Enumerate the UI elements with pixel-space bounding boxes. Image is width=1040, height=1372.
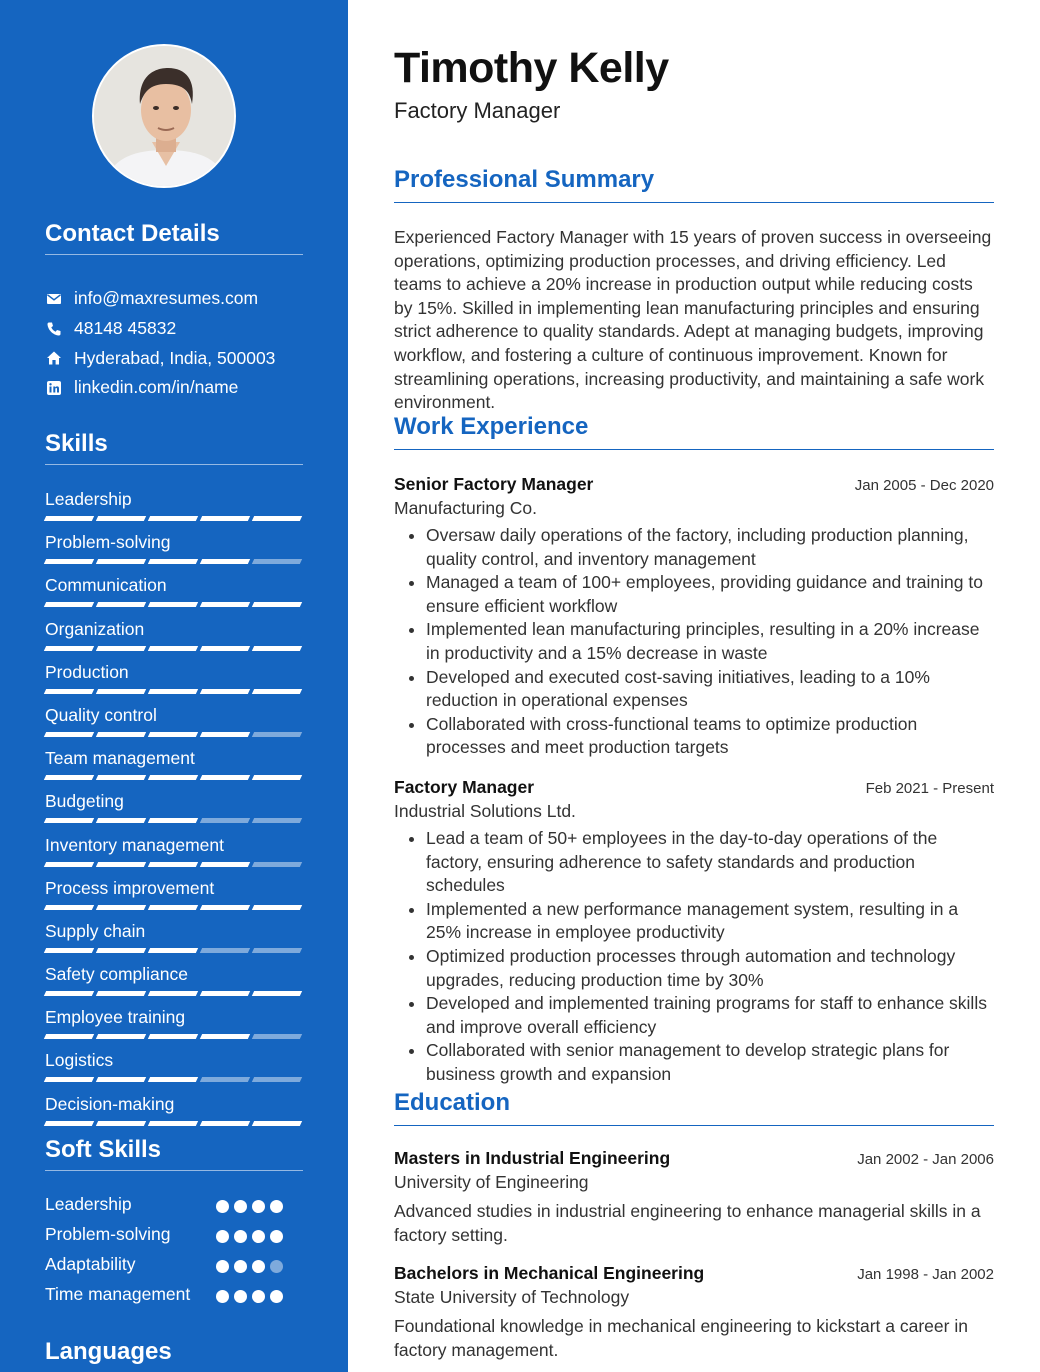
skill-rating-segment: [44, 775, 94, 780]
job-title: Senior Factory Manager: [394, 474, 594, 494]
skill-rating-segment: [148, 1077, 198, 1082]
skill-name: Quality control: [45, 704, 157, 725]
contact-list: [45, 284, 315, 403]
skill-rating-bar: [45, 1077, 303, 1082]
job-bullet: • Collaborated with senior management to develop strategic plans for business growth and expansion: [426, 1039, 994, 1086]
skill-rating-bar: [45, 1121, 303, 1126]
skill-rating-bar: [45, 689, 303, 694]
skill-rating-segment: [44, 818, 94, 823]
soft-skill-name: Problem-solving: [45, 1224, 171, 1244]
skill-rating-bar: [45, 559, 303, 564]
contact-linkedin-text: linkedin.com/in/name: [74, 377, 239, 398]
skill-rating-segment: [200, 1034, 250, 1039]
skill-rating-segment: [148, 991, 198, 996]
person-role: Factory Manager: [394, 98, 561, 123]
skill-name: Process improvement: [45, 877, 215, 898]
skill-name: Inventory management: [45, 834, 224, 855]
skill-item: [45, 834, 303, 877]
skill-rating-segment: [96, 948, 146, 953]
rating-dot: [216, 1230, 229, 1243]
soft-skill-name: Adaptability: [45, 1254, 136, 1274]
education-school: University of Engineering: [394, 1172, 589, 1192]
skill-name: Budgeting: [45, 791, 124, 812]
soft-skills-list: [45, 1192, 303, 1312]
skill-rating-segment: [252, 818, 302, 823]
skill-item: [45, 1006, 303, 1049]
contact-address-text: Hyderabad, India, 500003: [74, 347, 276, 368]
skill-rating-segment: [148, 689, 198, 694]
skill-rating-segment: [252, 732, 302, 737]
rating-dot: [252, 1260, 265, 1273]
soft-skill-rating: [216, 1282, 283, 1303]
contact-phone-text: 48148 45832: [74, 318, 177, 339]
skill-rating-segment: [200, 905, 250, 910]
skill-rating-segment: [148, 818, 198, 823]
job-bullet: • Implemented lean manufacturing principles, resulting in a 20% increase in productivity and a 15% decrease in waste: [426, 618, 994, 665]
skill-item: [45, 963, 303, 1006]
skill-rating-segment: [96, 732, 146, 737]
education-dates: Jan 1998 - Jan 2002: [857, 1266, 994, 1283]
skill-rating-segment: [148, 905, 198, 910]
education-entry: [394, 1146, 994, 1247]
skill-rating-bar: [45, 516, 303, 521]
skill-rating-segment: [96, 559, 146, 564]
job-bullet: • Oversaw daily operations of the factory, including production planning, quality control, and inventory management: [426, 524, 994, 571]
job-bullets: [394, 524, 994, 760]
skill-rating-bar: [45, 905, 303, 910]
skill-name: Safety compliance: [45, 964, 188, 985]
skill-rating-segment: [44, 1121, 94, 1126]
soft-skill-item: [45, 1252, 303, 1282]
skill-rating-segment: [200, 862, 250, 867]
skill-rating-segment: [252, 1121, 302, 1126]
contact-email-text: info@maxresumes.com: [74, 288, 259, 309]
skill-rating-bar: [45, 775, 303, 780]
job-bullet: • Optimized production processes through automation and technology upgrades, reducing production time by 30%: [426, 945, 994, 992]
skill-rating-segment: [200, 646, 250, 651]
skill-rating-segment: [96, 646, 146, 651]
rating-dot: [270, 1230, 283, 1243]
skill-name: Organization: [45, 618, 145, 639]
skill-rating-segment: [96, 818, 146, 823]
skill-rating-bar: [45, 818, 303, 823]
skill-name: Team management: [45, 748, 195, 769]
rating-dot: [234, 1290, 247, 1303]
skill-rating-bar: [45, 991, 303, 996]
skill-item: [45, 877, 303, 920]
skill-rating-segment: [252, 775, 302, 780]
skill-item: [45, 574, 303, 617]
skill-rating-bar: [45, 732, 303, 737]
skill-rating-segment: [44, 1034, 94, 1039]
job-title: Factory Manager: [394, 777, 535, 797]
skill-rating-segment: [148, 1121, 198, 1126]
skill-rating-segment: [96, 862, 146, 867]
job-bullet: • Managed a team of 100+ employees, providing guidance and training to ensure efficient workflow: [426, 571, 994, 618]
rating-dot: [270, 1290, 283, 1303]
soft-skill-item: [45, 1192, 303, 1222]
rating-dot: [252, 1230, 265, 1243]
job-dates: Jan 2005 - Dec 2020: [854, 477, 994, 494]
skill-rating-segment: [44, 862, 94, 867]
job-company: Industrial Solutions Ltd.: [394, 801, 576, 821]
skill-rating-segment: [200, 991, 250, 996]
skill-rating-bar: [45, 862, 303, 867]
education-dates: Jan 2002 - Jan 2006: [857, 1151, 994, 1168]
skill-rating-segment: [96, 1034, 146, 1039]
contact-phone[interactable]: [45, 314, 315, 344]
skill-rating-segment: [200, 775, 250, 780]
skill-rating-segment: [96, 1121, 146, 1126]
skill-name: Problem-solving: [45, 532, 171, 553]
soft-skill-item: [45, 1222, 303, 1252]
skill-rating-segment: [200, 948, 250, 953]
linkedin-icon: [45, 379, 63, 397]
job-bullet: • Lead a team of 50+ employees in the day-to-day operations of the factory, ensuring adherence to safety standards and production schedules: [426, 827, 994, 898]
education-description: Advanced studies in industrial engineering to enhance managerial skills in a factory setting.: [394, 1201, 981, 1245]
rating-dot: [252, 1200, 265, 1213]
skill-rating-segment: [148, 862, 198, 867]
skill-rating-segment: [96, 602, 146, 607]
skill-rating-segment: [148, 646, 198, 651]
skill-rating-bar: [45, 948, 303, 953]
skills-list: [45, 488, 303, 1136]
skill-item: [45, 920, 303, 963]
rating-dot: [216, 1200, 229, 1213]
skill-rating-segment: [44, 948, 94, 953]
skill-rating-segment: [148, 516, 198, 521]
skill-rating-segment: [200, 559, 250, 564]
rating-dot: [216, 1260, 229, 1273]
skill-item: [45, 661, 303, 704]
soft-skill-rating: [216, 1222, 283, 1243]
phone-icon: [45, 320, 63, 338]
skill-rating-segment: [200, 1077, 250, 1082]
soft-skill-name: Time management: [45, 1284, 191, 1304]
email-icon: [45, 290, 63, 308]
skill-rating-segment: [148, 1034, 198, 1039]
contact-email[interactable]: [45, 284, 315, 314]
skill-item: [45, 747, 303, 790]
soft-skill-rating: [216, 1252, 283, 1273]
skill-rating-segment: [148, 559, 198, 564]
degree-title: Bachelors in Mechanical Engineering: [394, 1263, 705, 1283]
job-bullet: • Collaborated with cross-functional teams to optimize production processes and meet production targets: [426, 713, 994, 760]
skill-rating-segment: [44, 732, 94, 737]
skill-rating-segment: [252, 991, 302, 996]
skill-rating-segment: [252, 559, 302, 564]
skill-name: Decision-making: [45, 1093, 175, 1114]
skill-rating-segment: [252, 1077, 302, 1082]
education-school: State University of Technology: [394, 1287, 630, 1307]
skill-rating-segment: [200, 516, 250, 521]
summary-text: Experienced Factory Manager with 15 years of proven success in overseeing operations, optimizing production processes, and driving efficiency. Led teams to achieve a 20% increase in production output while reducing costs by 15%. Skilled in implementing lean manufacturing principles and ensuring strict adherence to quality standards. Adept at managing budgets, improving workflow, and fostering a culture of continuous improvement. Known for streamlining operations, increasing productivity, and maintaining a safe work environment.: [394, 227, 992, 413]
skill-rating-segment: [200, 818, 250, 823]
skills-heading: Skills: [45, 430, 303, 465]
contact-address: [45, 343, 315, 373]
skill-rating-segment: [200, 732, 250, 737]
job-bullet: • Developed and executed cost-saving initiatives, leading to a 10% reduction in operational expenses: [426, 666, 994, 713]
education-heading: Education: [394, 1089, 994, 1126]
skill-rating-segment: [252, 689, 302, 694]
skill-name: Production: [45, 661, 129, 682]
avatar: [92, 44, 236, 188]
skill-rating-segment: [44, 516, 94, 521]
skill-rating-segment: [96, 775, 146, 780]
skill-rating-segment: [96, 516, 146, 521]
person-name: Timothy Kelly: [394, 44, 669, 92]
education-description: Foundational knowledge in mechanical engineering to kickstart a career in factory management.: [394, 1316, 968, 1360]
home-icon: [45, 349, 63, 367]
rating-dot: [252, 1290, 265, 1303]
skill-rating-segment: [44, 689, 94, 694]
soft-skill-rating: [216, 1192, 283, 1213]
degree-title: Masters in Industrial Engineering: [394, 1148, 671, 1168]
sidebar: [0, 0, 348, 1372]
skill-rating-segment: [252, 516, 302, 521]
skill-rating-segment: [96, 991, 146, 996]
skill-rating-segment: [252, 948, 302, 953]
education-entry: [394, 1261, 994, 1362]
job-bullets: [394, 827, 994, 1087]
rating-dot: [216, 1290, 229, 1303]
skill-rating-segment: [148, 775, 198, 780]
job-company: Manufacturing Co.: [394, 498, 537, 518]
skill-rating-segment: [96, 689, 146, 694]
skill-name: Employee training: [45, 1007, 186, 1028]
job-dates: Feb 2021 - Present: [865, 780, 994, 797]
skill-name: Logistics: [45, 1050, 114, 1071]
contact-heading: Contact Details: [45, 220, 303, 255]
skill-item: [45, 704, 303, 747]
skill-rating-segment: [44, 559, 94, 564]
summary-heading: Professional Summary: [394, 166, 994, 203]
rating-dot: [234, 1260, 247, 1273]
skill-rating-segment: [200, 602, 250, 607]
skill-rating-segment: [44, 1077, 94, 1082]
skill-rating-segment: [44, 905, 94, 910]
skill-name: Leadership: [45, 489, 132, 509]
skill-rating-segment: [148, 732, 198, 737]
skill-rating-segment: [252, 905, 302, 910]
job-bullet: • Implemented a new performance management system, resulting in a 25% increase in employee productivity: [426, 898, 994, 945]
job-entry: [394, 775, 994, 1087]
languages-heading: Languages: [45, 1338, 172, 1365]
soft-skill-name: Leadership: [45, 1194, 132, 1214]
skill-rating-segment: [252, 862, 302, 867]
skill-item: [45, 1049, 303, 1092]
soft-skill-item: [45, 1282, 303, 1312]
skill-item: [45, 618, 303, 661]
skill-rating-bar: [45, 602, 303, 607]
skill-item: [45, 488, 303, 531]
rating-dot: [270, 1200, 283, 1213]
skill-rating-segment: [200, 1121, 250, 1126]
profile-photo: [94, 46, 236, 188]
rating-dot: [234, 1200, 247, 1213]
contact-linkedin[interactable]: [45, 373, 315, 403]
skill-name: Communication: [45, 575, 167, 596]
experience-heading: Work Experience: [394, 413, 994, 450]
skill-rating-segment: [44, 646, 94, 651]
skill-name: Supply chain: [45, 920, 146, 941]
skill-rating-segment: [252, 646, 302, 651]
skill-rating-segment: [148, 948, 198, 953]
skill-rating-segment: [252, 1034, 302, 1039]
skill-rating-segment: [148, 602, 198, 607]
job-entry: [394, 472, 994, 760]
rating-dot: [234, 1230, 247, 1243]
skill-rating-bar: [45, 646, 303, 651]
skill-item: [45, 531, 303, 574]
skill-rating-segment: [96, 1077, 146, 1082]
skill-item: [45, 790, 303, 833]
rating-dot: [270, 1260, 283, 1273]
skill-rating-segment: [252, 602, 302, 607]
skill-rating-segment: [200, 689, 250, 694]
skill-rating-segment: [44, 602, 94, 607]
skill-item: [45, 1093, 303, 1136]
skill-rating-bar: [45, 1034, 303, 1039]
skill-rating-segment: [96, 905, 146, 910]
job-bullet: • Developed and implemented training programs for staff to enhance skills and improve overall efficiency: [426, 992, 994, 1039]
soft-skills-heading: Soft Skills: [45, 1136, 303, 1171]
skill-rating-segment: [44, 991, 94, 996]
